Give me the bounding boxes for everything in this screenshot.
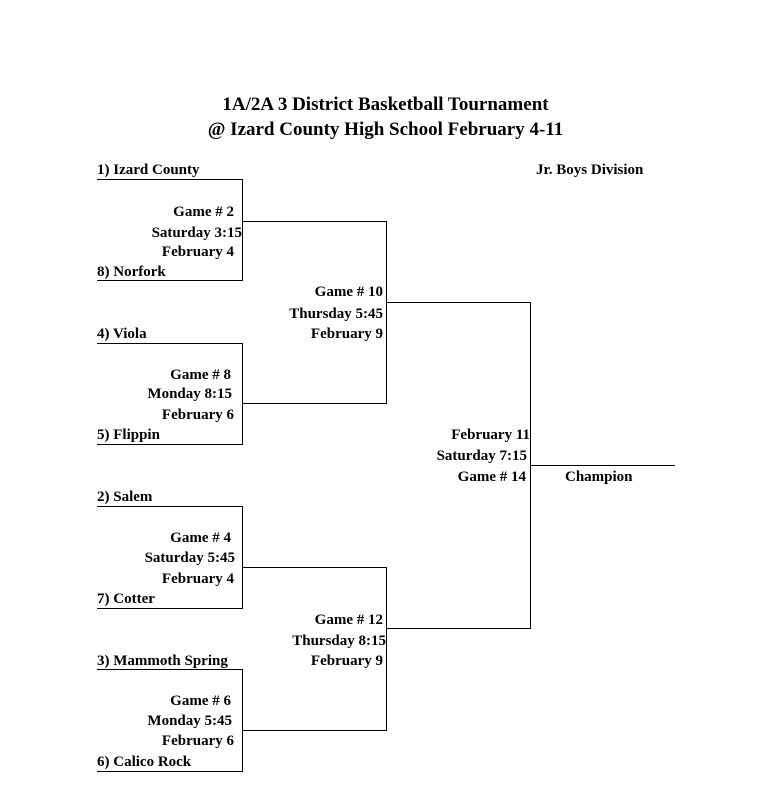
team-cotter: 7) Cotter: [97, 591, 155, 607]
bracket-line-winner-game-4: [242, 567, 387, 568]
game-4-date: February 4: [161, 571, 234, 587]
bracket-connector-game-6: [242, 669, 243, 772]
bracket-line-izard-county: [97, 179, 243, 180]
bracket-line-winner-game-2: [242, 221, 387, 222]
division-label: Jr. Boys Division: [536, 162, 644, 178]
game-8-name: Game # 8: [170, 367, 231, 383]
bracket-line-viola: [97, 343, 243, 344]
bracket-connector-game-8: [242, 343, 243, 445]
team-norfork: 8) Norfork: [97, 264, 166, 280]
game-8-time: Monday 8:15: [147, 386, 232, 402]
game-10-name: Game # 10: [314, 284, 383, 300]
bracket-line-winner-game-8: [242, 403, 387, 404]
game-14-date: February 11: [451, 427, 530, 443]
game-12-date: February 9: [310, 653, 383, 669]
title-line-1: 1A/2A 3 District Basketball Tournament: [222, 94, 549, 115]
team-viola: 4) Viola: [97, 326, 147, 342]
game-2-name: Game # 2: [173, 204, 234, 220]
game-2-date: February 4: [161, 244, 234, 260]
bracket-line-flippin: [97, 444, 243, 445]
bracket-connector-game-4: [242, 506, 243, 609]
game-6-name: Game # 6: [170, 693, 231, 709]
game-6-time: Monday 5:45: [147, 713, 232, 729]
bracket-line-calico-rock: [97, 771, 243, 772]
bracket-line-cotter: [97, 608, 243, 609]
game-10-time: Thursday 5:45: [289, 306, 383, 322]
bracket-connector-game-10: [386, 221, 387, 404]
bracket-line-winner-game-10: [386, 302, 531, 303]
game-2-time: Saturday 3:15: [151, 225, 242, 241]
bracket-connector-game-12: [386, 567, 387, 731]
bracket-connector-game-2: [242, 179, 243, 281]
team-mammoth-spring: 3) Mammoth Spring: [97, 653, 228, 669]
bracket-line-champion: [530, 465, 675, 466]
champion-label: Champion: [565, 469, 633, 485]
team-salem: 2) Salem: [97, 489, 153, 505]
bracket-line-winner-game-12: [386, 628, 531, 629]
team-calico-rock: 6) Calico Rock: [97, 754, 192, 770]
game-8-date: February 6: [161, 407, 234, 423]
game-14-name: Game # 14: [457, 469, 526, 485]
game-4-time: Saturday 5:45: [144, 550, 235, 566]
game-4-name: Game # 4: [170, 530, 231, 546]
game-12-time: Thursday 8:15: [292, 633, 386, 649]
team-flippin: 5) Flippin: [97, 427, 160, 443]
bracket-line-salem: [97, 506, 243, 507]
game-12-name: Game # 12: [314, 612, 383, 628]
title-line-2: @ Izard County High School February 4-11: [207, 119, 564, 140]
game-10-date: February 9: [310, 326, 383, 342]
team-izard-county: 1) Izard County: [97, 162, 200, 178]
game-6-date: February 6: [161, 733, 234, 749]
bracket-line-winner-game-6: [242, 730, 387, 731]
game-14-time: Saturday 7:15: [436, 448, 527, 464]
